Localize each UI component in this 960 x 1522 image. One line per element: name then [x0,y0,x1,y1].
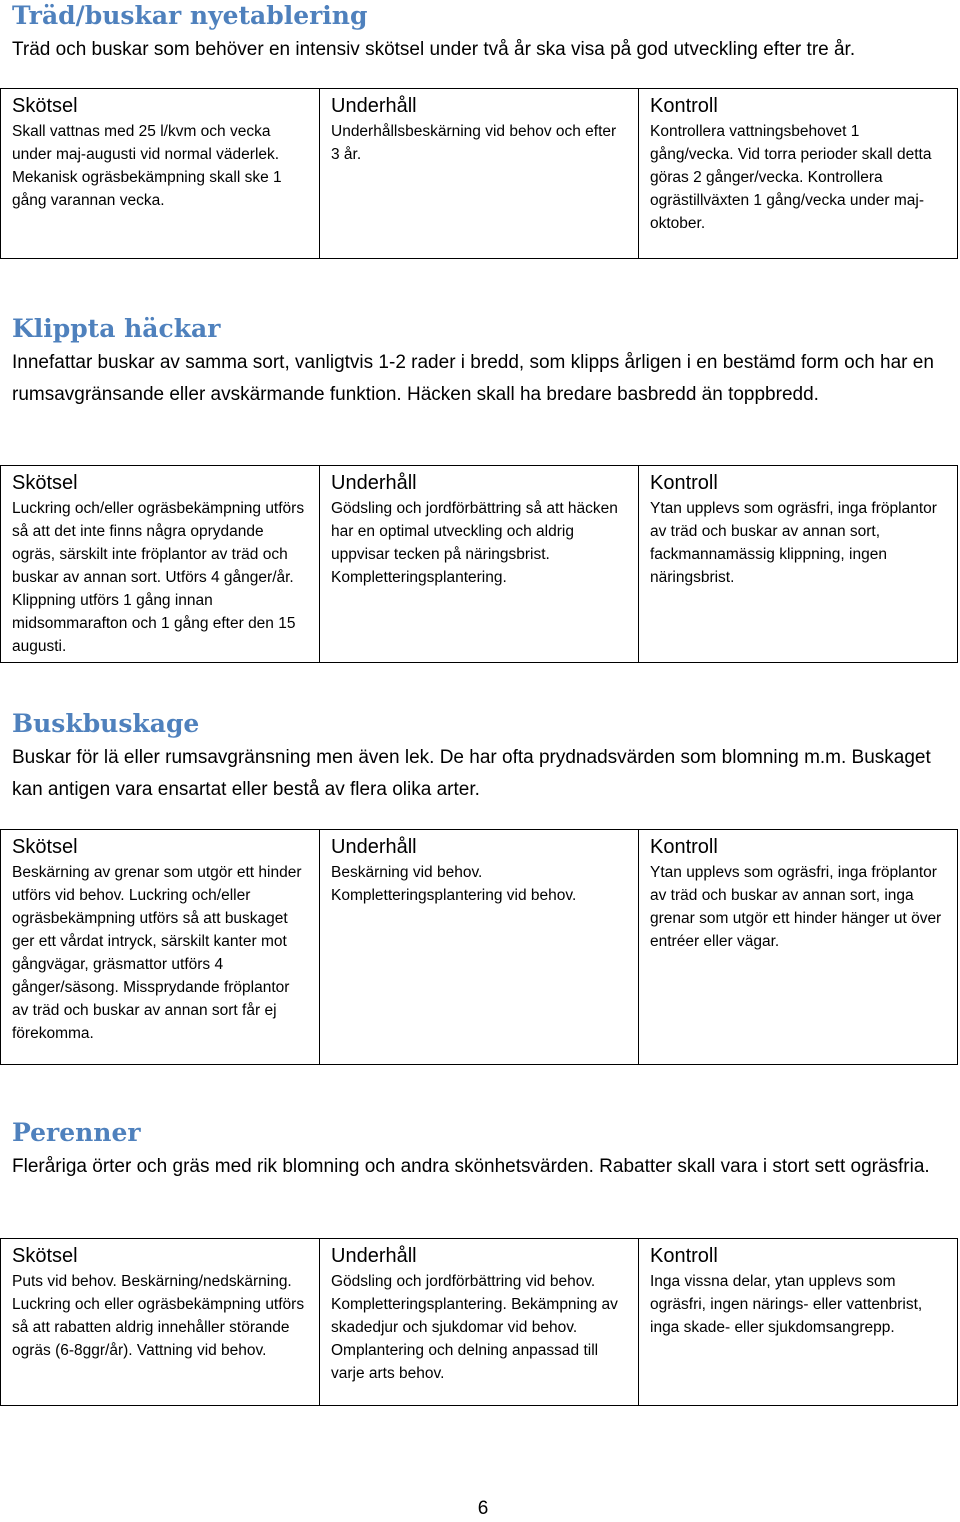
column-text: Underhållsbeskärning vid behov och efter 3 år. [331,123,617,163]
care-table [0,829,958,1065]
column-text: Puts vid behov. Beskärning/nedskärning. Luckring och eller ogräsbekämpning utförs så att rabatten aldrig innehåller störande ogräs (6-8ggr/år). Vattning vid behov. [12,1273,305,1359]
column-text: Gödsling och jordförbättring vid behov. Kompletteringsplantering. Bekämpning av skadedjur och sjukdomar vid behov. Omplantering och delning anpassad till varje arts behov. [331,1273,618,1382]
cell-skotsel [1,1239,320,1406]
column-title: Underhåll [331,472,417,494]
cell-underhall [320,466,639,663]
section-buskbuskage [0,709,960,806]
section-klippta-hackar [0,314,960,411]
column-title: Skötsel [12,95,78,117]
column-text: Beskärning av grenar som utgör ett hinder utförs vid behov. Luckring och/eller ogräsbekämpning utförs så att buskaget ger ett vårdat intryck, särskilt kanter mot gångvägar, gräsmattor utförs 4 gånger/säsong. Missprydande fröplantor av träd och buskar av annan sort får ej förekomma. [12,864,302,1042]
cell-kontroll [639,1239,958,1406]
cell-underhall [320,830,639,1065]
column-title: Skötsel [12,836,78,858]
section-heading: Perenner [12,1118,141,1147]
column-text: Skall vattnas med 25 l/kvm och vecka under maj-augusti vid normal väderlek. Mekanisk ogräsbekämpning skall ske 1 gång varannan vecka. [12,123,282,209]
section-intro: Träd och buskar som behöver en intensiv skötsel under två år ska visa på god utveckling efter tre år. [12,39,856,60]
column-title: Underhåll [331,95,417,117]
care-table [0,1238,958,1406]
column-title: Underhåll [331,836,417,858]
section-intro: Fleråriga örter och gräs med rik blomning och andra skönhetsvärden. Rabatter skall vara i stort sett ogräsfria. [12,1156,930,1177]
column-title: Kontroll [650,95,718,117]
care-table [0,88,958,259]
section-heading: Buskbuskage [12,709,200,738]
section-perenner [0,1118,960,1183]
cell-kontroll [639,89,958,259]
column-text: Ytan upplevs som ogräsfri, inga fröplantor av träd och buskar av annan sort, fackmannamässig klippning, ingen näringsbrist. [650,500,937,586]
column-text: Luckring och/eller ogräsbekämpning utförs så att det inte finns några oprydande ogräs, särskilt inte fröplantor av träd och buskar av annan sort. Utförs 4 gånger/år. Klippning utförs 1 gång innan midsommarafton och 1 gång efter den 15 augusti. [12,500,305,655]
column-text: Ytan upplevs som ogräsfri, inga fröplantor av träd och buskar av annan sort, inga grenar som utgör ett hinder hänger ut över entréer eller vägar. [650,864,942,950]
column-title: Kontroll [650,836,718,858]
section-trad-buskar [0,0,960,66]
column-text: Beskärning vid behov. Kompletteringsplantering vid behov. [331,864,577,904]
section-heading: Klippta häckar [12,314,221,343]
column-title: Kontroll [650,1245,718,1267]
section-heading: Träd/buskar nyetablering [12,1,368,30]
column-title: Kontroll [650,472,718,494]
cell-skotsel [1,466,320,663]
column-title: Skötsel [12,1245,78,1267]
column-title: Skötsel [12,472,78,494]
section-intro: Buskar för lä eller rumsavgränsning men även lek. De har ofta prydnadsvärden som blomning m.m. Buskaget kan antigen vara ensartat eller bestå av flera olika arter. [12,747,931,800]
cell-kontroll [639,466,958,663]
cell-skotsel [1,830,320,1065]
column-text: Inga vissna delar, ytan upplevs som ogräsfri, ingen närings- eller vattenbrist, inga skade- eller sjukdomsangrepp. [650,1273,923,1336]
section-intro: Innefattar buskar av samma sort, vanligtvis 1-2 rader i bredd, som klipps årligen i en bestämd form och har en rumsavgränsande eller avskärmande funktion. Häcken skall ha bredare basbredd än toppbredd. [12,352,934,405]
page-number: 6 [477,1498,489,1519]
column-text: Gödsling och jordförbättring så att häcken har en optimal utveckling och aldrig uppvisar tecken på näringsbrist. Kompletteringsplantering. [331,500,618,586]
cell-underhall [320,89,639,259]
cell-skotsel [1,89,320,259]
cell-kontroll [639,830,958,1065]
column-title: Underhåll [331,1245,417,1267]
column-text: Kontrollera vattningsbehovet 1 gång/vecka. Vid torra perioder skall detta göras 2 gånger/vecka. Kontrollera ogrästillväxten 1 gång/vecka under maj-oktober. [650,123,932,232]
care-table [0,465,958,663]
cell-underhall [320,1239,639,1406]
